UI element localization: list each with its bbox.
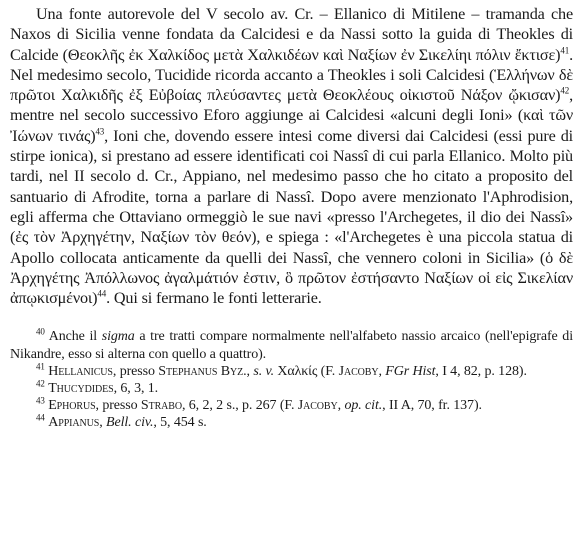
- text-run: ,: [337, 398, 345, 414]
- text-run: Anche il: [44, 329, 102, 345]
- text-run: , presso: [112, 363, 159, 379]
- text-run: . Nel medesimo secolo, Tucidide ricorda accanto a Theokles i soli Calcidesi (Ἑλλήνων δὲ πρῶτοι Χαλκιδῆς ἐξ Εὐβοίας πλεύσαντες μετὰ Θεοκλέους οἰκιστοῦ Νάξον ᾤκισαν): [10, 45, 573, 105]
- text-run: Una fonte autorevole del V secolo av. Cr. – Ellanico di Mitilene – tramanda che Naxos di Sicilia venne fondata da Calcidesi e da Nassi sotto la guida di Theokles di Calcide (Θεοκλῆς ἐκ Χαλκίδος μετὰ Χαλκιδέων καὶ Ναξίων ἐν Σικελίηι πόλιν ἔκτισε): [10, 5, 573, 64]
- note-ref: 44: [36, 412, 45, 423]
- text-run: Χαλκίς (F.: [273, 363, 339, 379]
- author-name: Stephanus Byz.: [158, 363, 247, 379]
- italic-run: op. cit.: [344, 398, 383, 414]
- author-name: Jacoby: [297, 398, 338, 414]
- author-name: Ephorus: [48, 398, 96, 414]
- note-ref: 42: [36, 378, 45, 389]
- footnote: [10, 414, 573, 431]
- italic-run: FGr Hist: [385, 363, 436, 379]
- text-run: , mentre nel secolo successivo Eforo aggiunge ai Calcidesi «alcuni degli Ioni» (καὶ τῶν Ἰώνων τινάς): [10, 86, 573, 145]
- italic-run: Bell. civ.: [106, 415, 154, 431]
- text-run: , I 4, 82, p. 128).: [435, 363, 527, 379]
- body-paragraph: [10, 4, 573, 308]
- note-ref: 44: [97, 288, 107, 299]
- text-run: ,: [378, 363, 386, 379]
- italic-run: sigma: [101, 329, 135, 345]
- footnotes: [10, 328, 573, 431]
- footnote: [10, 328, 573, 362]
- footnote: [10, 380, 573, 397]
- footnote: [10, 363, 573, 380]
- author-name: Jacoby: [338, 363, 379, 379]
- text-run: , presso: [95, 398, 141, 414]
- note-ref: 43: [36, 395, 45, 406]
- text-run: , 6, 3, 1.: [113, 381, 159, 397]
- text-run: , Ioni che, dovendo essere intesi come diversi dai Calcidesi (essi pure di stirpe ionica), si prestano ad essere identificati coi Nassî di cui parla Ellanico. Molto più tardi, nel II secolo d. Cr., Appiano, nel medesimo passo che ho citato a proposito del santuario di Afrodite, torna a parlare di Nassî. Dopo avere menzionato l'Aphrodision, egli afferma che Ottaviano ormeggiò le sue navi «presso l'Archegetes, il dio dei Nassî» (ἐς τὸν Ἀρχηγέτην, Ναξίων τὸν θεόν), e spiega : «l'Archegetes è una piccola statua di Apollo collocata anticamente da quelli dei Nassî, che vennero coloni in Sicilia» (ὁ δὲ Ἀρχηγέτης Ἀπόλλωνος ἀγαλμάτιόν ἐστιν, ὃ πρῶτον ἐστήσαντο Ναξίων οἱ εἰς Σικελίαν ἀπῳκισμένοι): [10, 126, 573, 308]
- text-run: , 5, 454 s.: [153, 415, 207, 431]
- text-run: a tre tratti compare normalmente nell'alfabeto nassio arcaico (nell'epigrafe di Nikandre, esso si alterna con quello a quattro).: [10, 329, 573, 362]
- note-ref: 41: [36, 361, 45, 372]
- author-name: Thucydides: [48, 381, 114, 397]
- footnote: [10, 397, 573, 414]
- text-run: , 6, 2, 2 s., p. 267 (F.: [181, 398, 298, 414]
- text-run: ,: [246, 363, 254, 379]
- author-name: Hellanicus: [48, 363, 113, 379]
- italic-run: s. v.: [253, 363, 274, 379]
- text-run: ,: [99, 415, 107, 431]
- author-name: Appianus: [48, 415, 100, 431]
- note-ref: 40: [36, 326, 45, 337]
- note-ref: 43: [95, 126, 105, 137]
- note-ref: 41: [560, 45, 570, 56]
- text-run: , II A, 70, fr. 137).: [382, 398, 482, 414]
- note-ref: 42: [560, 85, 570, 96]
- text-run: . Qui si fermano le fonti letterarie.: [106, 289, 322, 308]
- author-name: Strabo: [140, 398, 182, 414]
